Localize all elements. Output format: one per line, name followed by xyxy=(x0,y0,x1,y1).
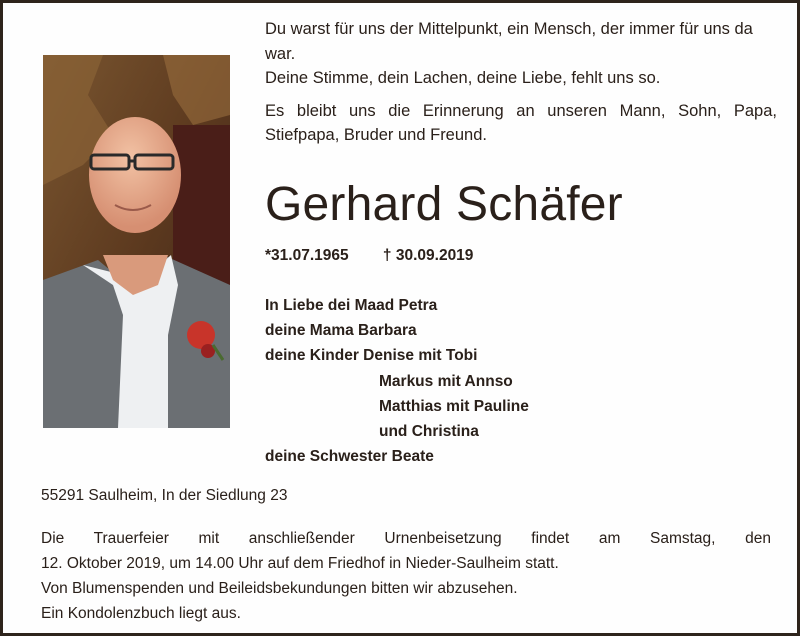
service-line-3: Von Blumenspenden und Beileidsbekundungen bitten wir abzusehen. xyxy=(41,580,518,597)
death-date: † 30.09.2019 xyxy=(382,247,474,264)
service-line-4: Ein Kondolenzbuch liegt aus. xyxy=(41,605,241,622)
birth-date: *31.07.1965 xyxy=(265,247,349,264)
service-info xyxy=(41,526,771,626)
intro-line-2: Deine Stimme, dein Lachen, deine Liebe, fehlt uns so. xyxy=(265,69,661,87)
life-dates xyxy=(265,247,473,265)
service-line-2: 12. Oktober 2019, um 14.00 Uhr auf dem Friedhof in Nieder-Saulheim statt. xyxy=(41,555,559,572)
intro-text xyxy=(265,17,777,156)
deceased-name: Gerhard Schäfer xyxy=(265,178,623,231)
service-line-1: Die Trauerfeier mit anschließender Urnenbeisetzung findet am Samstag, den xyxy=(41,530,771,547)
intro-line-3: Es bleibt uns die Erinnerung an unseren Mann, Sohn, Papa, Stiefpapa, Bruder und Freund. xyxy=(265,101,777,144)
mourners-list xyxy=(265,293,529,469)
mourner-row: In Liebe dei Maad Petra xyxy=(265,297,438,314)
mourner-row: und Christina xyxy=(379,422,479,440)
mourner-row: deine Schwester Beate xyxy=(265,448,434,466)
mourner-row: deine Kinder Denise mit Tobi xyxy=(265,347,478,365)
address: 55291 Saulheim, In der Siedlung 23 xyxy=(41,487,288,504)
intro-line-1: Du warst für uns der Mittelpunkt, ein Mensch, der immer für uns da war. xyxy=(265,20,753,63)
mourner-row: Markus mit Annso xyxy=(379,372,513,390)
portrait-photo xyxy=(43,55,230,428)
mourner-row: deine Mama Barbara xyxy=(265,322,417,340)
mourner-row: Matthias mit Pauline xyxy=(379,397,529,415)
portrait-image xyxy=(43,55,230,428)
